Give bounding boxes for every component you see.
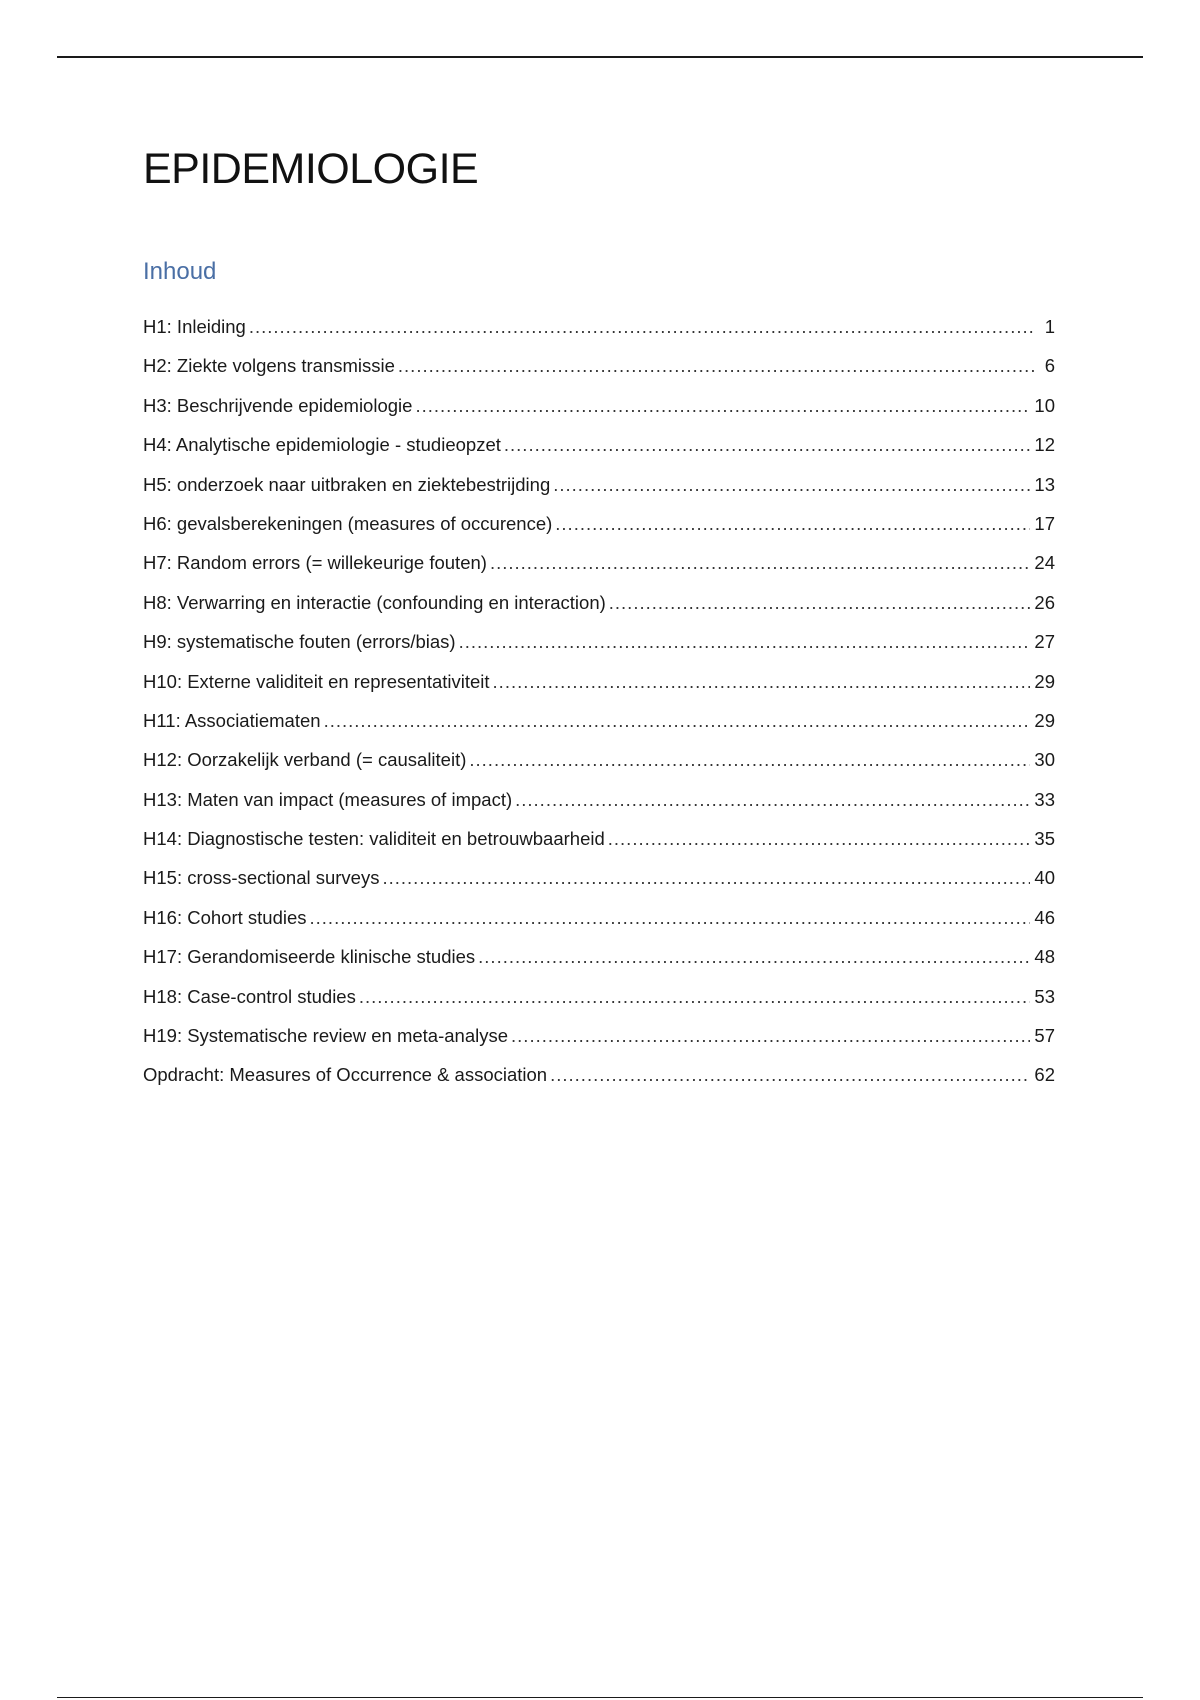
toc-entry-label: H14: Diagnostische testen: validiteit en betrouwbaarheid <box>143 828 605 850</box>
toc-entry[interactable] <box>143 946 1055 985</box>
toc-entry-label: H2: Ziekte volgens transmissie <box>143 355 395 377</box>
toc-dot-leader <box>550 1064 1030 1086</box>
toc-entry-label: H10: Externe validiteit en representativiteit <box>143 670 490 692</box>
toc-dot-leader <box>310 907 1031 929</box>
toc-entry-page: 1 <box>1044 316 1055 337</box>
toc-entry-label: H1: Inleiding <box>143 316 246 337</box>
toc-entry-page: 26 <box>1034 591 1055 613</box>
toc-entry[interactable] <box>143 592 1055 631</box>
toc-dot-leader <box>555 513 1030 535</box>
toc-entry-page: 10 <box>1034 394 1055 416</box>
toc-entry-label: H18: Case-control studies <box>143 985 356 1007</box>
table-of-contents <box>143 316 1055 1104</box>
toc-dot-leader <box>249 316 1035 338</box>
toc-entry-label: H9: systematische fouten (errors/bias) <box>143 631 456 653</box>
toc-dot-leader <box>609 592 1031 614</box>
toc-entry-page: 53 <box>1034 985 1055 1007</box>
toc-entry[interactable] <box>143 316 1055 355</box>
toc-entry-label: H15: cross-sectional surveys <box>143 867 380 889</box>
toc-dot-leader <box>459 631 1031 653</box>
toc-dot-leader <box>493 671 1031 693</box>
toc-dot-leader <box>511 1025 1030 1047</box>
toc-entry-label: H6: gevalsberekeningen (measures of occurence) <box>143 512 553 534</box>
toc-entry[interactable] <box>143 474 1055 513</box>
toc-entry-page: 29 <box>1034 709 1055 731</box>
toc-entry-page: 48 <box>1034 946 1055 968</box>
toc-entry-label: H13: Maten van impact (measures of impact) <box>143 788 513 810</box>
toc-entry[interactable] <box>143 789 1055 828</box>
toc-entry-page: 46 <box>1034 906 1055 928</box>
toc-dot-leader <box>415 395 1030 417</box>
toc-entry[interactable] <box>143 395 1055 434</box>
toc-dot-leader <box>490 552 1030 574</box>
toc-entry-page: 30 <box>1034 749 1055 771</box>
toc-entry-page: 40 <box>1034 867 1055 889</box>
toc-entry[interactable] <box>143 1064 1055 1103</box>
toc-entry[interactable] <box>143 867 1055 906</box>
toc-dot-leader <box>504 434 1031 456</box>
toc-entry[interactable] <box>143 986 1055 1025</box>
toc-entry-page: 35 <box>1034 828 1055 850</box>
toc-entry-page: 33 <box>1034 788 1055 810</box>
toc-entry[interactable] <box>143 749 1055 788</box>
toc-entry-page: 6 <box>1044 355 1055 377</box>
toc-entry-page: 57 <box>1034 1025 1055 1047</box>
toc-entry[interactable] <box>143 907 1055 946</box>
toc-entry-page: 13 <box>1034 473 1055 495</box>
document-title: EPIDEMIOLOGIE <box>143 145 479 193</box>
toc-entry[interactable] <box>143 1025 1055 1064</box>
footer-rule <box>57 1697 1143 1698</box>
toc-dot-leader <box>382 867 1030 889</box>
toc-entry-label: H16: Cohort studies <box>143 906 307 928</box>
toc-entry-page: 17 <box>1034 512 1055 534</box>
toc-entry-label: H3: Beschrijvende epidemiologie <box>143 394 413 416</box>
toc-dot-leader <box>398 355 1035 377</box>
toc-entry[interactable] <box>143 671 1055 710</box>
toc-entry-page: 24 <box>1034 552 1055 574</box>
toc-entry-label: Opdracht: Measures of Occurrence & association <box>143 1064 548 1086</box>
toc-entry-label: H5: onderzoek naar uitbraken en ziektebestrijding <box>143 473 551 495</box>
toc-entry-label: H7: Random errors (= willekeurige fouten) <box>143 552 487 574</box>
toc-entry-label: H19: Systematische review en meta-analyse <box>143 1025 509 1047</box>
toc-dot-leader <box>608 828 1031 850</box>
toc-entry[interactable] <box>143 631 1055 670</box>
toc-dot-leader <box>469 749 1030 771</box>
header-rule <box>57 56 1143 58</box>
toc-heading: Inhoud <box>143 258 217 285</box>
toc-dot-leader <box>553 474 1030 496</box>
toc-dot-leader <box>359 986 1031 1008</box>
toc-entry[interactable] <box>143 710 1055 749</box>
toc-entry-label: H12: Oorzakelijk verband (= causaliteit) <box>143 749 467 771</box>
toc-entry[interactable] <box>143 434 1055 473</box>
toc-entry[interactable] <box>143 513 1055 552</box>
toc-entry-label: H8: Verwarring en interactie (confounding en interaction) <box>143 591 606 613</box>
toc-entry-label: H11: Associatiematen <box>143 709 321 731</box>
toc-entry[interactable] <box>143 828 1055 867</box>
toc-dot-leader <box>324 710 1031 732</box>
toc-entry-label: H4: Analytische epidemiologie - studieopzet <box>143 434 501 456</box>
toc-entry-page: 29 <box>1034 670 1055 692</box>
toc-dot-leader <box>478 946 1030 968</box>
toc-entry-page: 62 <box>1034 1064 1055 1086</box>
toc-entry-page: 27 <box>1034 631 1055 653</box>
toc-dot-leader <box>515 789 1030 811</box>
toc-entry[interactable] <box>143 552 1055 591</box>
toc-entry-label: H17: Gerandomiseerde klinische studies <box>143 946 476 968</box>
toc-entry[interactable] <box>143 355 1055 394</box>
toc-entry-page: 12 <box>1034 434 1055 456</box>
